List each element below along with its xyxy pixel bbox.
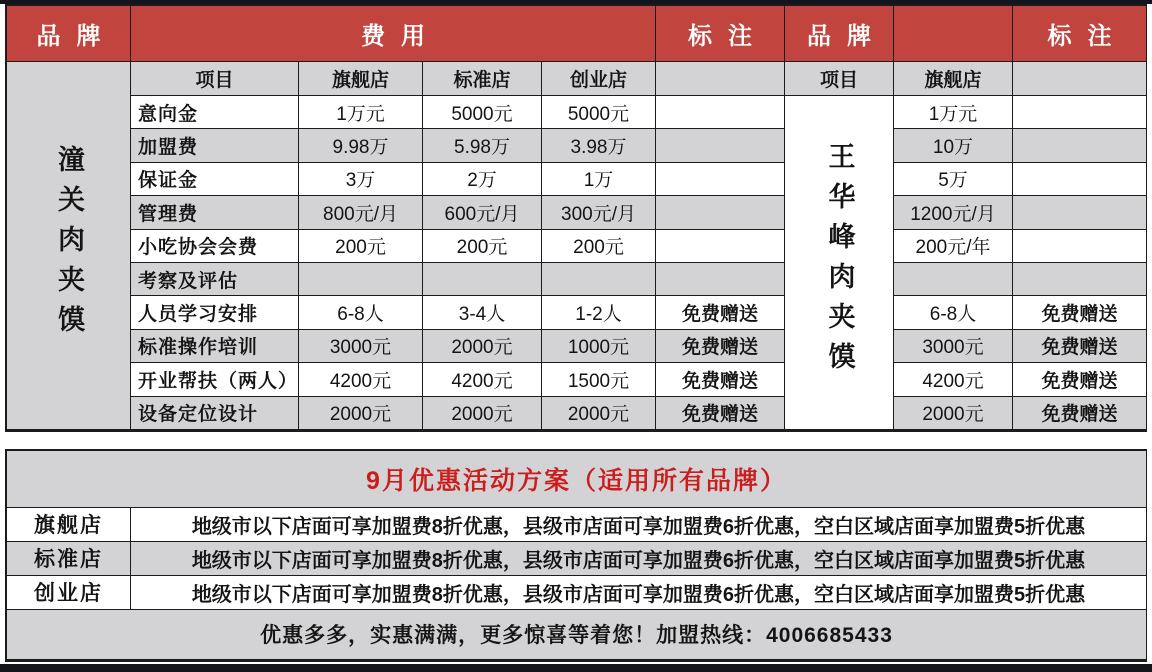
header-brand-left: 品牌 [7, 6, 131, 62]
promo-text-startup: 地级市以下店面可享加盟费8折优惠，县级市店面可享加盟费6折优惠，空白区域店面享加盟费5折优惠 [131, 576, 1147, 610]
item-cell: 开业帮扶（两人） [131, 363, 299, 396]
value-cell: 10万 [894, 129, 1013, 162]
note-cell: 免费赠送 [1013, 330, 1147, 363]
value-cell: 3万 [299, 163, 423, 196]
note-cell: 免费赠送 [1013, 363, 1147, 396]
value-cell: 2000元 [423, 330, 542, 363]
col-header-item-left: 项目 [131, 62, 299, 96]
brand-vertical-text-right: 王华峰肉夹馍 [824, 142, 855, 383]
item-cell: 设备定位设计 [131, 397, 299, 430]
value-cell: 1200元/月 [894, 196, 1013, 229]
header-note-left: 标注 [656, 6, 785, 62]
item-cell: 小吃协会会费 [131, 230, 299, 263]
note-cell: 免费赠送 [1013, 296, 1147, 329]
value-cell: 2000元 [542, 397, 656, 430]
item-cell: 考察及评估 [131, 263, 299, 296]
value-cell: 1000元 [542, 330, 656, 363]
item-cell: 人员学习安排 [131, 296, 299, 329]
value-cell: 2000元 [894, 397, 1013, 430]
value-cell: 200元 [542, 230, 656, 263]
value-cell: 200元 [423, 230, 542, 263]
value-cell [423, 263, 542, 296]
col-header-note-left-blank [656, 62, 785, 96]
brand-cell-wanghuafeng [785, 96, 894, 430]
item-cell: 标准操作培训 [131, 330, 299, 363]
note-cell [656, 96, 785, 129]
item-cell: 加盟费 [131, 129, 299, 162]
note-cell [1013, 230, 1147, 263]
value-cell [299, 263, 423, 296]
value-cell: 3.98万 [542, 129, 656, 162]
value-cell: 9.98万 [299, 129, 423, 162]
value-cell: 4200元 [894, 363, 1013, 396]
col-header-note-right-blank [1013, 62, 1147, 96]
value-cell: 5.98万 [423, 129, 542, 162]
section-gap [5, 432, 1147, 449]
note-cell: 免费赠送 [656, 397, 785, 430]
note-cell [656, 163, 785, 196]
col-header-flagship-left: 旗舰店 [299, 62, 423, 96]
header-note-right: 标注 [1013, 6, 1147, 62]
header-blank-cell [894, 6, 1013, 62]
value-cell: 1万 [542, 163, 656, 196]
col-header-item-right: 项目 [785, 62, 894, 96]
value-cell: 2000元 [299, 397, 423, 430]
note-cell [1013, 96, 1147, 129]
value-cell: 300元/月 [542, 196, 656, 229]
value-cell: 200元/年 [894, 230, 1013, 263]
note-cell: 免费赠送 [656, 330, 785, 363]
item-cell: 意向金 [131, 96, 299, 129]
value-cell: 6-8人 [299, 296, 423, 329]
promo-text-standard: 地级市以下店面可享加盟费8折优惠，县级市店面可享加盟费6折优惠，空白区域店面享加盟费5折优惠 [131, 542, 1147, 576]
promo-footer-hotline: 优惠多多，实惠满满，更多惊喜等着您！加盟热线：4006685433 [7, 610, 1147, 660]
value-cell: 3-4人 [423, 296, 542, 329]
value-cell [542, 263, 656, 296]
item-cell: 管理费 [131, 196, 299, 229]
value-cell [894, 263, 1013, 296]
value-cell: 4200元 [423, 363, 542, 396]
promo-title: 9月优惠活动方案（适用所有品牌） [7, 451, 1147, 508]
col-header-flagship-right: 旗舰店 [894, 62, 1013, 96]
col-header-startup: 创业店 [542, 62, 656, 96]
promo-text-flagship: 地级市以下店面可享加盟费8折优惠，县级市店面可享加盟费6折优惠，空白区域店面享加盟费5折优惠 [131, 508, 1147, 542]
value-cell: 3000元 [299, 330, 423, 363]
header-fee: 费用 [131, 6, 656, 62]
note-cell: 免费赠送 [1013, 397, 1147, 430]
note-cell [656, 263, 785, 296]
note-cell [656, 129, 785, 162]
promo-label-standard: 标准店 [7, 542, 131, 576]
brand-vertical-text-left: 潼关肉夹馍 [54, 145, 84, 346]
note-cell [1013, 263, 1147, 296]
note-cell [1013, 196, 1147, 229]
col-header-standard: 标准店 [423, 62, 542, 96]
value-cell: 5万 [894, 163, 1013, 196]
item-cell: 保证金 [131, 163, 299, 196]
value-cell: 1万元 [299, 96, 423, 129]
value-cell: 5000元 [542, 96, 656, 129]
value-cell: 5000元 [423, 96, 542, 129]
value-cell: 1-2人 [542, 296, 656, 329]
note-cell [656, 196, 785, 229]
note-cell [1013, 163, 1147, 196]
note-cell [656, 230, 785, 263]
value-cell: 2000元 [423, 397, 542, 430]
fee-table [5, 4, 1147, 432]
header-brand-right: 品牌 [785, 6, 894, 62]
note-cell: 免费赠送 [656, 296, 785, 329]
bottom-border-bar [0, 664, 1152, 672]
value-cell: 600元/月 [423, 196, 542, 229]
value-cell: 800元/月 [299, 196, 423, 229]
value-cell: 2万 [423, 163, 542, 196]
brand-cell-tongguan [7, 62, 131, 430]
note-cell: 免费赠送 [656, 363, 785, 396]
value-cell: 200元 [299, 230, 423, 263]
value-cell: 4200元 [299, 363, 423, 396]
page-wrapper [0, 4, 1152, 662]
value-cell: 3000元 [894, 330, 1013, 363]
promo-label-flagship: 旗舰店 [7, 508, 131, 542]
promo-label-startup: 创业店 [7, 576, 131, 610]
value-cell: 1500元 [542, 363, 656, 396]
value-cell: 6-8人 [894, 296, 1013, 329]
promo-table [5, 449, 1147, 662]
note-cell [1013, 129, 1147, 162]
value-cell: 1万元 [894, 96, 1013, 129]
